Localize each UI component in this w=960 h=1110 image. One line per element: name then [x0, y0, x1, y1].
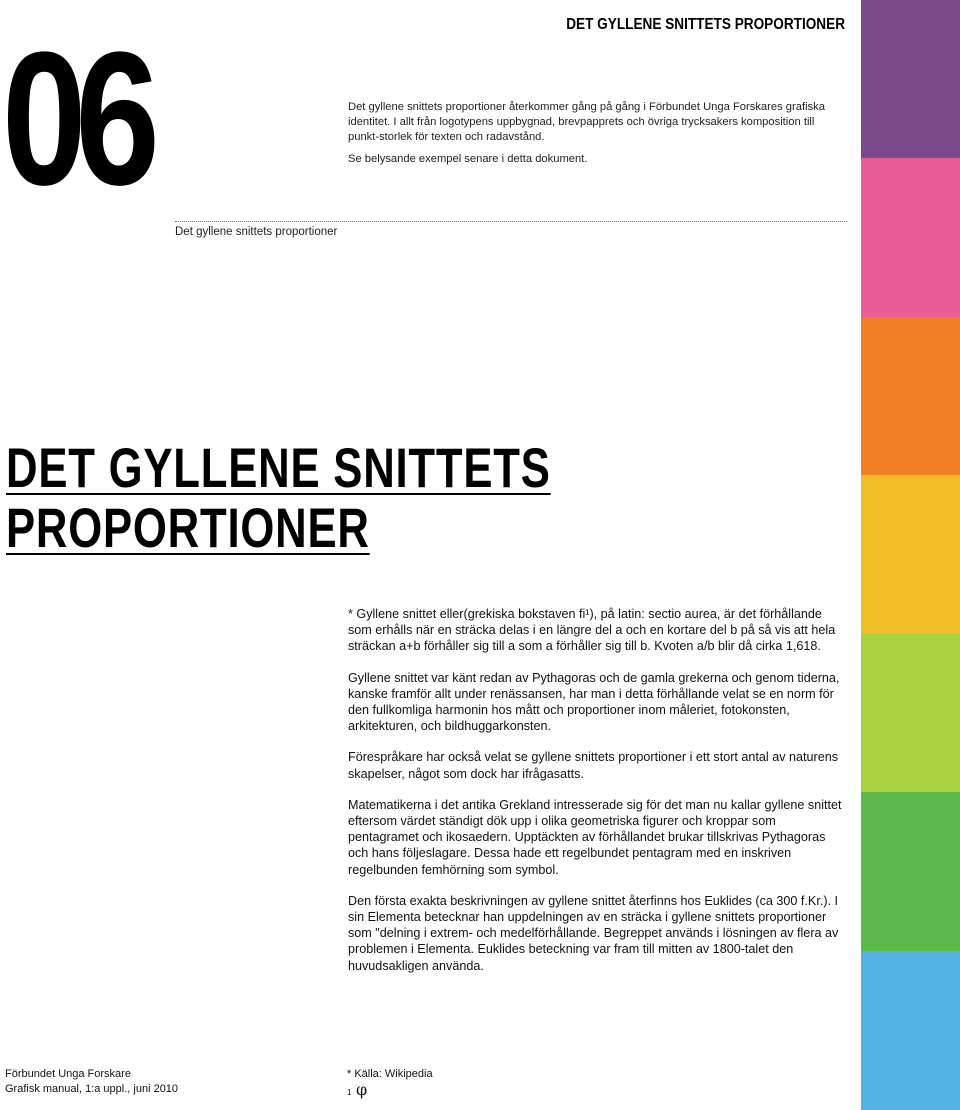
section-heading-line-2: PROPORTIONER	[6, 496, 370, 559]
footnote	[347, 1082, 433, 1102]
intro-block	[348, 100, 843, 167]
section-label: Det gyllene snittets proportioner	[175, 226, 338, 238]
page-header-title: DET GYLLENE SNITTETS PROPORTIONER	[566, 16, 845, 33]
footnote-number: 1	[347, 1088, 352, 1097]
chapter-number: 06	[2, 13, 149, 225]
footer-edition: Grafisk manual, 1:a uppl., juni 2010	[5, 1083, 179, 1095]
section-heading-line-1: DET GYLLENE SNITTETS	[6, 436, 551, 499]
palette-band-orange	[861, 317, 960, 475]
body-paragraph: Matematikerna i det antika Grekland intresserade sig för det man nu kallar gyllene snittet eftersom värdet ständigt dök upp i olika geometriska figurer och kroppar som pentagramet och ikosaedern. Upptäckten av förhållandet brukar tillskrivas Pythagoras och hans följeslagare. Dessa hade ett regelbundet pentagram med en inskriven regelbunden femhörning som symbol.	[348, 797, 842, 877]
body-text	[348, 606, 848, 989]
body-paragraph: Den första exakta beskrivningen av gyllene snittet återfinns hos Euklides (ca 300 f.Kr.). I sin Elementa betecknar han uppdelningen av en sträcka i gyllene snittets proportioner som "delning i extrem- och medelförhållande. Begreppet används i lösningen av flera av problemen i Elementa. Euklides beteckning var fram till mitten av 1800-talet den huvudsakligen använda.	[348, 893, 839, 973]
section-heading	[6, 438, 551, 558]
footer-organization	[5, 1067, 178, 1097]
dotted-divider	[175, 221, 847, 222]
footer-source-note	[347, 1067, 433, 1102]
body-paragraph: Förespråkare har också velat se gyllene snittets proportioner i ett stort antal av naturens skapelser, något som dock har ifrågasatts.	[348, 750, 839, 781]
intro-paragraph: Det gyllene snittets proportioner återkommer gång på gång i Förbundet Unga Forskares grafiska identitet. I allt från logotypens uppbygnad, brevpapprets och övriga trycksakers komposition till punkt-storlek för texten och radavstånd.	[348, 101, 825, 143]
intro-see-also: Se belysande exempel senare i detta dokument.	[348, 153, 588, 165]
phi-symbol: φ	[356, 1080, 368, 1099]
palette-band-pink	[861, 158, 960, 317]
body-paragraph: Gyllene snittet var känt redan av Pythagoras och de gamla grekerna och genom tiderna, kanske framför allt under renässansen, har man i detta förhållande velat se en norm för den fullkomliga harmonin hos mått och proportioner inom måleriet, fotokonsten, arkitekturen, och bildhuggarkonsten.	[348, 670, 840, 734]
palette-band-purple	[861, 0, 960, 158]
footer-org-name: Förbundet Unga Forskare	[5, 1068, 131, 1080]
palette-band-green	[861, 792, 960, 951]
palette-band-blue	[861, 951, 960, 1110]
color-palette-strip	[861, 0, 960, 1110]
body-paragraph: * Gyllene snittet eller(grekiska bokstaven fi¹), på latin: sectio aurea, är det förhållande som erhålls när en sträcka delas i en längre del a och en kortare del b på så vis att hela sträckan a+b förhåller sig till a som a förhåller sig till b. Kvoten a/b blir då cirka 1,618.	[348, 607, 836, 654]
palette-band-lime	[861, 634, 960, 792]
footer-source: * Källa: Wikipedia	[347, 1068, 433, 1080]
palette-band-yellow	[861, 475, 960, 634]
